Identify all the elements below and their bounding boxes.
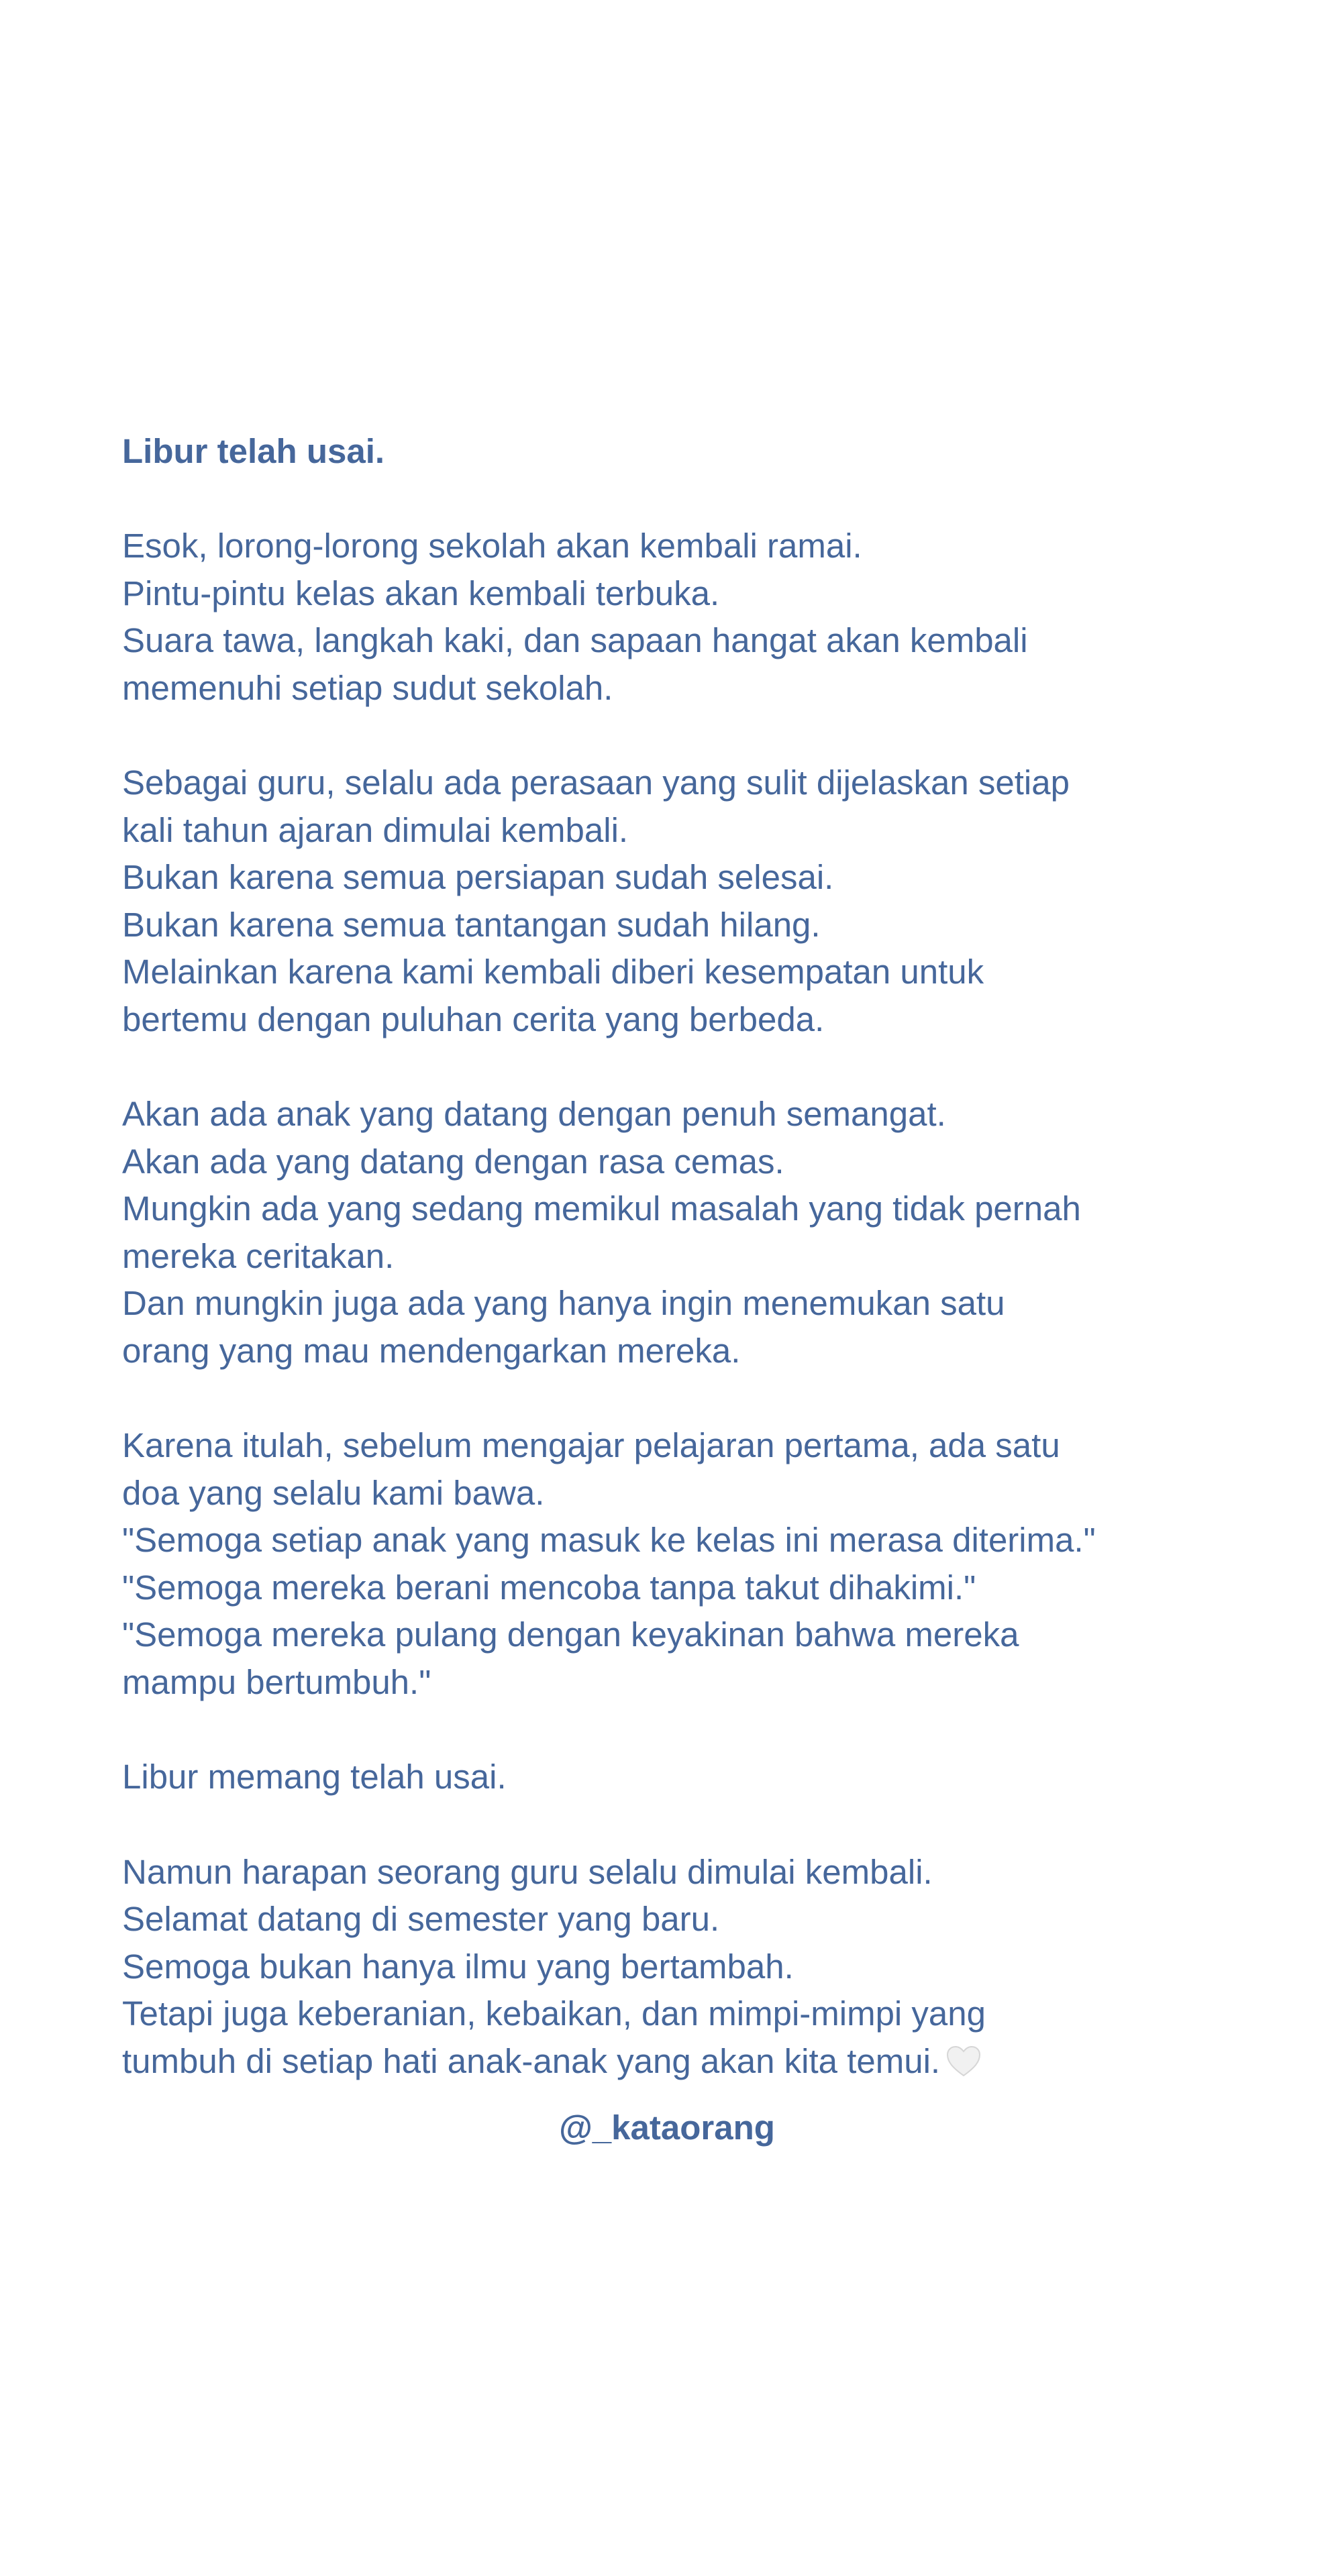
text-line: Melainkan karena kami kembali diberi kesempatan untuk	[122, 953, 984, 991]
text-line: Tetapi juga keberanian, kebaikan, dan mimpi-mimpi yang	[122, 1994, 986, 2033]
text-line: Suara tawa, langkah kaki, dan sapaan hangat akan kembali	[122, 621, 1028, 659]
paragraph-1	[122, 523, 1229, 712]
text-line: Pintu-pintu kelas akan kembali terbuka.	[122, 574, 720, 612]
text-line: Sebagai guru, selalu ada perasaan yang sulit dijelaskan setiap	[122, 763, 1070, 802]
text-line: Libur memang telah usai.	[122, 1758, 507, 1796]
paragraph-3	[122, 1091, 1229, 1375]
text-line: memenuhi setiap sudut sekolah.	[122, 668, 613, 707]
text-line: "Semoga mereka pulang dengan keyakinan bahwa mereka	[122, 1615, 1019, 1654]
text-line: Bukan karena semua tantangan sudah hilang.	[122, 905, 821, 944]
text-line: "Semoga setiap anak yang masuk ke kelas ini merasa diterima."	[122, 1521, 1096, 1559]
text-line: Bukan karena semua persiapan sudah selesai.	[122, 858, 834, 896]
text-line: Namun harapan seorang guru selalu dimulai kembali.	[122, 1852, 933, 1891]
text-line-content: tumbuh di setiap hati anak-anak yang akan kita temui.	[122, 2041, 941, 2080]
post-title: Libur telah usai.	[122, 432, 385, 470]
text-line: mampu bertumbuh."	[122, 1662, 431, 1701]
white-heart-icon	[945, 2045, 982, 2078]
paragraph-2	[122, 759, 1229, 1043]
text-line: Selamat datang di semester yang baru.	[122, 1900, 720, 1938]
author-handle: @_kataorang	[559, 2108, 775, 2147]
text-line: Esok, lorong-lorong sekolah akan kembali ramai.	[122, 527, 862, 565]
post-body	[122, 428, 1229, 2085]
text-line: "Semoga mereka berani mencoba tanpa takut dihakimi."	[122, 1568, 976, 1607]
text-line: mereka ceritakan.	[122, 1236, 395, 1275]
text-line-last	[122, 2038, 1229, 2086]
text-line: Mungkin ada yang sedang memikul masalah yang tidak pernah	[122, 1189, 1081, 1228]
paragraph-4	[122, 1422, 1229, 1706]
text-line: Karena itulah, sebelum mengajar pelajaran pertama, ada satu	[122, 1426, 1060, 1464]
text-line: Akan ada anak yang datang dengan penuh semangat.	[122, 1095, 946, 1133]
text-line: kali tahun ajaran dimulai kembali.	[122, 810, 629, 849]
paragraph-6	[122, 1849, 1229, 2086]
text-line: orang yang mau mendengarkan mereka.	[122, 1331, 741, 1370]
text-line: Semoga bukan hanya ilmu yang bertambah.	[122, 1947, 794, 1986]
text-line: doa yang selalu kami bawa.	[122, 1473, 545, 1512]
text-line: Akan ada yang datang dengan rasa cemas.	[122, 1142, 784, 1181]
text-line: Dan mungkin juga ada yang hanya ingin menemukan satu	[122, 1284, 1005, 1322]
paragraph-5	[122, 1754, 1229, 1801]
text-line: bertemu dengan puluhan cerita yang berbeda.	[122, 1000, 825, 1038]
